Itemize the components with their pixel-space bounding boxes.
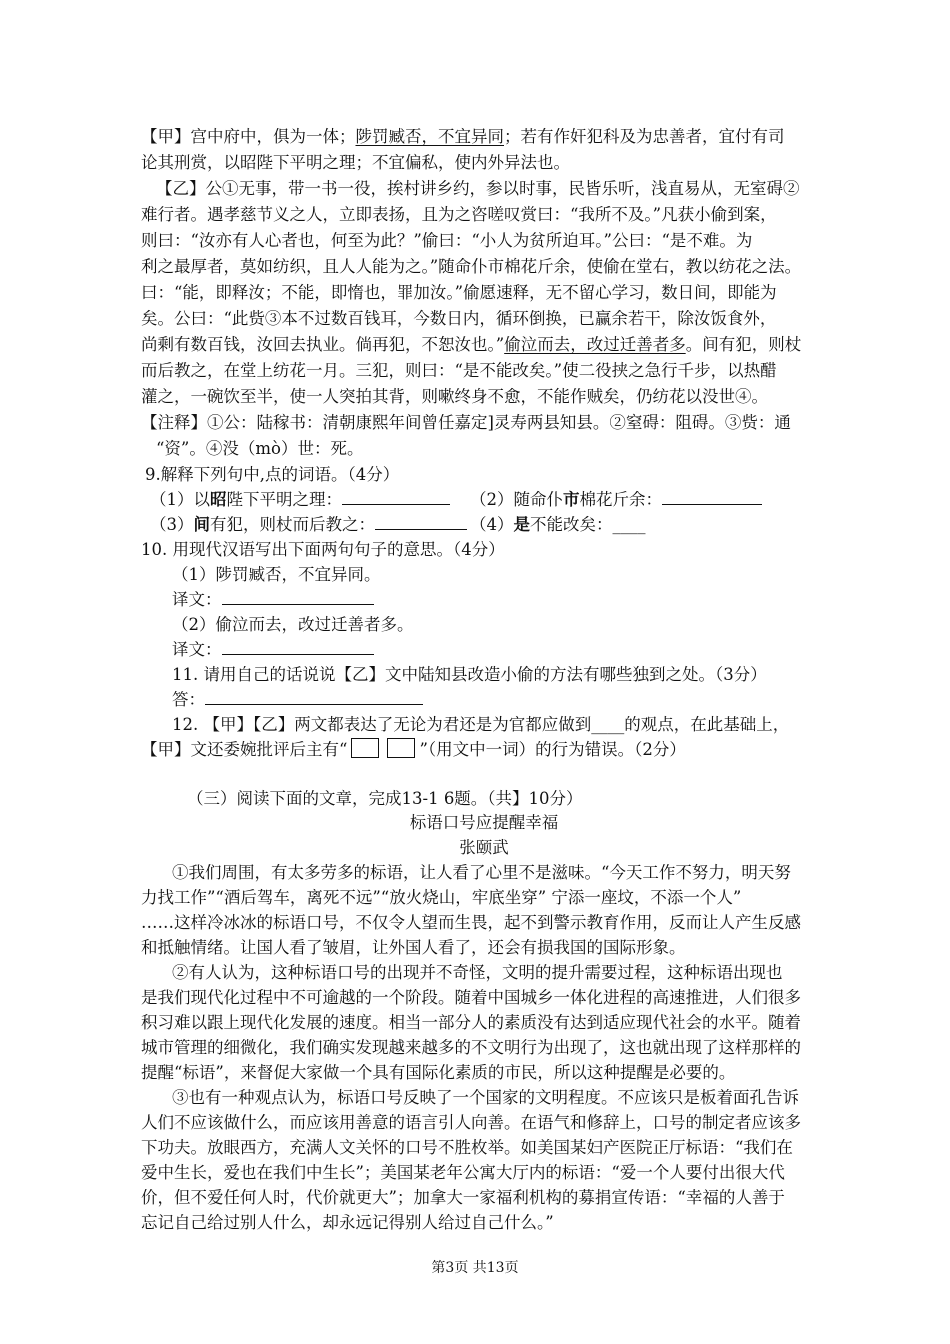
- q9-key-word: 是: [513, 515, 530, 534]
- q12-answer-box-2[interactable]: [387, 738, 415, 758]
- q12-answer-box-1[interactable]: [351, 738, 379, 758]
- article-p1-line-1: ①我们周围，有太多劳多的标语，让人看了心里不是滋味。“今天工作不努力，明天努: [172, 863, 791, 882]
- page-number: 第3页 共13页: [431, 1260, 519, 1276]
- article-p2-line-2: 是我们现代化过程中不可逾越的一个阶段。随着中国城乡一体化进程的高速推进，人们很多: [141, 988, 801, 1007]
- jia-text: ；若有作奸犯科及为忠善者，宜付有司: [504, 127, 785, 146]
- q9-answer-blank-1[interactable]: [342, 488, 450, 505]
- q9-item-text: 不能改矣：: [530, 515, 613, 534]
- q9-item-text: 棉花斤余：: [579, 490, 662, 509]
- q10-stem: 10. 用现代汉语写出下面两句句子的意思。（4分）: [141, 540, 505, 559]
- q9-item-1: [150, 488, 450, 512]
- yi-line-2: 难行者。遇孝慈节义之人，立即表扬，且为之咨嗟叹赏曰：“我所不及。”凡获小偷到案，: [141, 205, 777, 224]
- q12-text: ”（用文中一词）的行为错误。（2分）: [419, 740, 686, 759]
- q9-answer-blank-4[interactable]: ____: [612, 515, 646, 534]
- q9-item-2: [470, 488, 762, 512]
- q9-key-word: 昭: [210, 490, 227, 509]
- yi-line-9: 灌之，一碗饮至半，使一人突拍其背，则嗽终身不愈，不能作贼矣，仍纺花以没世④。: [141, 387, 768, 406]
- q9-item-text: 有犯，则杖而后教之：: [210, 515, 375, 534]
- q9-item-text: （1）以: [150, 490, 210, 509]
- yi-text: 尚剩有数百钱，汝回去执业。倘再犯，不恕汝也。”: [141, 335, 505, 354]
- q9-key-word: 市: [563, 490, 580, 509]
- q10-translation-label: 译文：: [172, 590, 222, 609]
- q10-sentence-1: （1）陟罚臧否，不宜异同。: [172, 565, 381, 584]
- q9-item-text: 陛下平明之理：: [226, 490, 342, 509]
- yi-line-4: 利之最厚者，莫如纺织，且人人能为之。”随命仆市棉花斤余，使偷在堂右，教以纺花之法。: [141, 257, 802, 276]
- jia-underlined-sentence: 陟罚臧否，不宜异同: [355, 127, 504, 146]
- article-author: 张颐武: [459, 838, 509, 857]
- q9-item-4: [470, 513, 646, 537]
- q9-item-3: [150, 513, 467, 537]
- q12-text: 的观点，在此基础上，: [624, 715, 790, 734]
- q9-item-text: （4）: [470, 515, 514, 534]
- section-heading: （三）阅读下面的文章，完成13-1 6题。（共】10分）: [187, 789, 583, 808]
- article-p3-line-2: 人们不应该做什么，而应该用善意的语言引人向善。在语气和修辞上，口号的制定者应该多: [141, 1113, 801, 1132]
- yi-line-7: [141, 333, 801, 357]
- yi-line-3: 则曰：“汝亦有人心者也，何至为此？”偷曰：“小人为贫所迫耳。”公曰：“是不难。为: [141, 231, 753, 250]
- q10-answer-blank-1[interactable]: [222, 588, 374, 605]
- yi-line-5: 曰：“能，即释汝；不能，即惰也，罪加汝。”偷愿速释，无不留心学习，数日间，即能为: [141, 283, 777, 302]
- q10-answer-blank-2[interactable]: [222, 638, 374, 655]
- yi-underlined-sentence: 偷泣而去，改过迁善者多: [504, 335, 686, 354]
- notes-line-2: “资”。④没（mò）世：死。: [156, 439, 364, 458]
- article-p3-line-1: ③也有一种观点认为，标语口号反映了一个国家的文明程度。不应该只是板着面孔告诉: [172, 1088, 799, 1107]
- article-title: 标语口号应提醒幸福: [409, 813, 559, 832]
- q11-stem: 11. 请用自己的话说说【乙】文中陆知县改造小偷的方法有哪些独到之处。（3分）: [172, 665, 767, 684]
- q12-line-2: [141, 738, 686, 762]
- q9-item-text: （2）随命仆: [470, 490, 563, 509]
- q12-line-1: [172, 713, 789, 737]
- q9-answer-blank-2[interactable]: [662, 488, 762, 505]
- q12-answer-blank[interactable]: ____: [591, 715, 625, 734]
- article-p3-line-3: 下功夫。放眼西方，充满人文关怀的口号不胜枚举。如美国某妇产医院正厅标语：“我们在: [141, 1138, 793, 1157]
- article-p2-line-5: 提醒“标语”，来督促大家做一个具有国际化素质的市民，所以这种提醒是必要的。: [141, 1063, 736, 1082]
- q11-answer-line: [172, 688, 423, 712]
- article-p3-line-4: 爱中生长，爱也在我们中生长”；美国某老年公寓大厅内的标语：“爱一个人要付出很大代: [141, 1163, 785, 1182]
- q10-translation-label: 译文：: [172, 640, 222, 659]
- q10-sentence-2: （2）偷泣而去，改过迁善者多。: [172, 615, 414, 634]
- article-p2-line-3: 积习难以跟上现代化发展的速度。相当一部分人的素质没有达到适应现代社会的水平。随着: [141, 1013, 801, 1032]
- article-p1-line-3: ……这样冷冰冰的标语口号，不仅令人望而生畏，起不到警示教育作用，反而让人产生反感: [141, 913, 801, 932]
- article-p1-line-4: 和抵触情绪。让国人看了皱眉，让外国人看了，还会有损我国的国际形象。: [141, 938, 686, 957]
- yi-text: 。间有犯，则杖: [685, 335, 802, 354]
- q9-answer-blank-3[interactable]: [375, 513, 467, 530]
- yi-line-1: 【乙】公①无事，带一书一役，挨村讲乡约，参以时事，民皆乐听，浅直易从，无室碍②: [156, 179, 800, 198]
- jia-line-1: [141, 125, 785, 149]
- q10-translation-1: [172, 588, 374, 612]
- jia-text: 【甲】宫中府中，俱为一体；: [141, 127, 356, 146]
- yi-line-8: 而后教之，在堂上纺花一月。三犯，则曰：“是不能改矣。”使二役挟之急行千步，以热醋: [141, 361, 777, 380]
- q10-translation-2: [172, 638, 374, 662]
- yi-line-6: 矣。公曰：“此赀③本不过数百钱耳，今数日内，循环倒换，已赢余若干，除汝饭食外，: [141, 309, 777, 328]
- q11-answer-label: 答：: [172, 690, 205, 709]
- q12-text: 12. 【甲】【乙】两文都表达了无论为君还是为官都应做到: [172, 715, 592, 734]
- article-p2-line-4: 城市管理的细微化，我们确实发现越来越多的不文明行为出现了，这也就出现了这样那样的: [141, 1038, 801, 1057]
- article-p3-line-5: 价，但不爱任何人时，代价就更大”；加拿大一家福利机构的募捐宣传语：“幸福的人善于: [141, 1188, 785, 1207]
- q11-answer-blank[interactable]: [205, 688, 423, 705]
- q9-key-word: 间: [193, 515, 210, 534]
- article-p3-line-6: 忘记自己给过别人什么，却永远记得别人给过自己什么。”: [141, 1213, 554, 1232]
- q9-item-text: （3）: [150, 515, 194, 534]
- notes-line-1: 【注释】①公：陆稼书：清朝康熙年间曾任嘉定]灵寿两县知县。②窒碍：阻碍。③赀：通: [141, 413, 791, 432]
- article-p2-line-1: ②有人认为，这种标语口号的出现并不奇怪，文明的提升需要过程，这种标语出现也: [172, 963, 783, 982]
- article-p1-line-2: 力找工作”“酒后驾车，离死不远”“放火烧山，牢底坐穿” 宁添一座坟，不添一个人”: [141, 888, 742, 907]
- q9-stem: 9.解释下列句中,点的词语。（4分）: [145, 465, 400, 484]
- q12-text: 【甲】文还委婉批评后主有“: [141, 740, 348, 759]
- jia-line-2: 论其刑赏，以昭陛下平明之理；不宜偏私，使内外异法也。: [141, 153, 570, 172]
